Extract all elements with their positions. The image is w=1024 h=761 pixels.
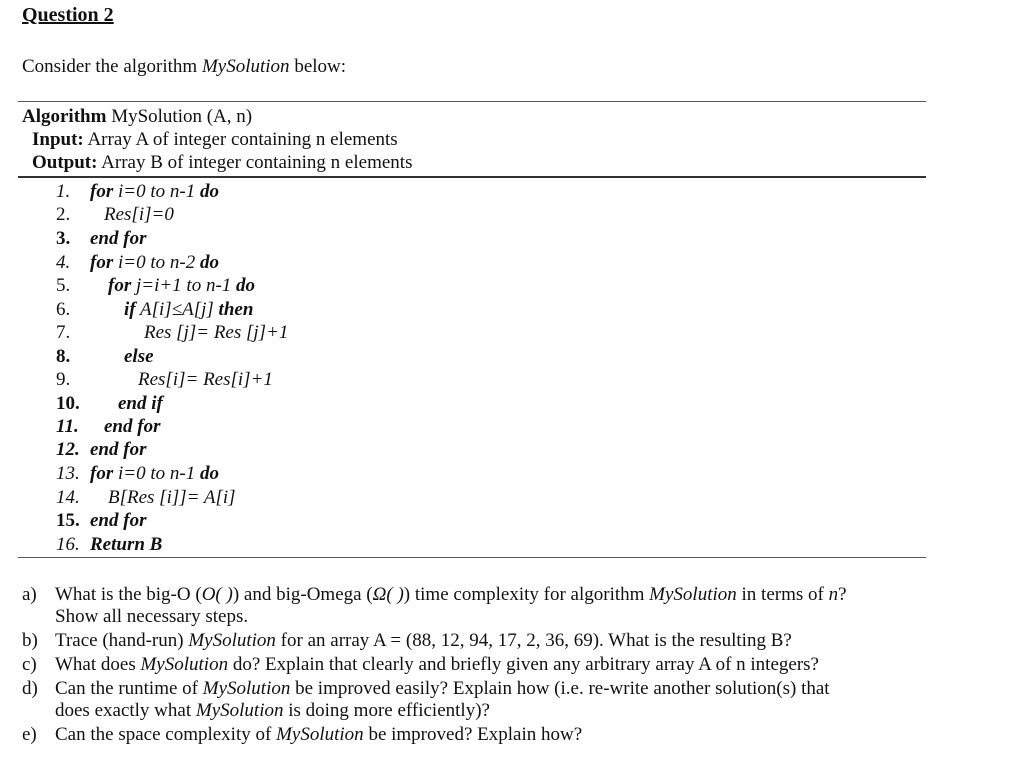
step-12: 12. end for bbox=[56, 439, 147, 460]
question-heading: Question 2 bbox=[22, 4, 114, 26]
step-10: 10. end if bbox=[56, 393, 163, 414]
algorithm-output: Output: Array B of integer containing n elements bbox=[32, 152, 413, 173]
question-a: a) What is the big-O (O( )) and big-Omega (Ω( )) time complexity for algorithm MySolution in terms of n? Show all necessary steps. bbox=[22, 584, 847, 627]
question-c: c) What does MySolution do? Explain that clearly and briefly given any arbitrary array A of n integers? bbox=[22, 654, 819, 675]
algorithm-header-rule bbox=[18, 176, 926, 178]
question-e: e) Can the space complexity of MySolution be improved? Explain how? bbox=[22, 724, 583, 745]
algorithm-bottom-rule bbox=[18, 557, 926, 558]
step-3: 3. end for bbox=[56, 228, 147, 249]
intro-text: Consider the algorithm MySolution below: bbox=[22, 56, 347, 77]
question-d: d) Can the runtime of MySolution be improved easily? Explain how (i.e. re-write another solution(s) that does exactly what MySolution is doing more efficiently)? bbox=[22, 678, 830, 721]
question-d-label: d) bbox=[22, 678, 38, 699]
step-6: 6. if A[i]≤A[j] then bbox=[56, 299, 254, 320]
step-16: 16. Return B bbox=[56, 534, 163, 555]
algorithm-top-rule bbox=[18, 101, 926, 102]
algorithm-input: Input: Array A of integer containing n elements bbox=[32, 129, 398, 150]
algorithm-signature: Algorithm MySolution (A, n) bbox=[22, 106, 253, 127]
step-5: 5. for j=i+1 to n-1 do bbox=[56, 275, 256, 296]
step-9: 9. Res[i]= Res[i]+1 bbox=[56, 369, 273, 390]
step-2: 2. Res[i]=0 bbox=[56, 204, 174, 225]
question-c-label: c) bbox=[22, 654, 37, 675]
step-4: 4. for i=0 to n-2 do bbox=[56, 252, 219, 273]
question-b: b) Trace (hand-run) MySolution for an array A = (88, 12, 94, 17, 2, 36, 69). What is the resulting B? bbox=[22, 630, 792, 651]
step-8: 8. else bbox=[56, 346, 154, 367]
question-e-label: e) bbox=[22, 724, 37, 745]
step-13: 13. for i=0 to n-1 do bbox=[56, 463, 219, 484]
question-a-label: a) bbox=[22, 584, 37, 605]
step-1: 1. for i=0 to n-1 do bbox=[56, 181, 219, 202]
step-15: 15. end for bbox=[56, 510, 147, 531]
step-11: 11. end for bbox=[56, 416, 161, 437]
step-7: 7. Res [j]= Res [j]+1 bbox=[56, 322, 289, 343]
step-14: 14. B[Res [i]]= A[i] bbox=[56, 487, 236, 508]
question-b-label: b) bbox=[22, 630, 38, 651]
